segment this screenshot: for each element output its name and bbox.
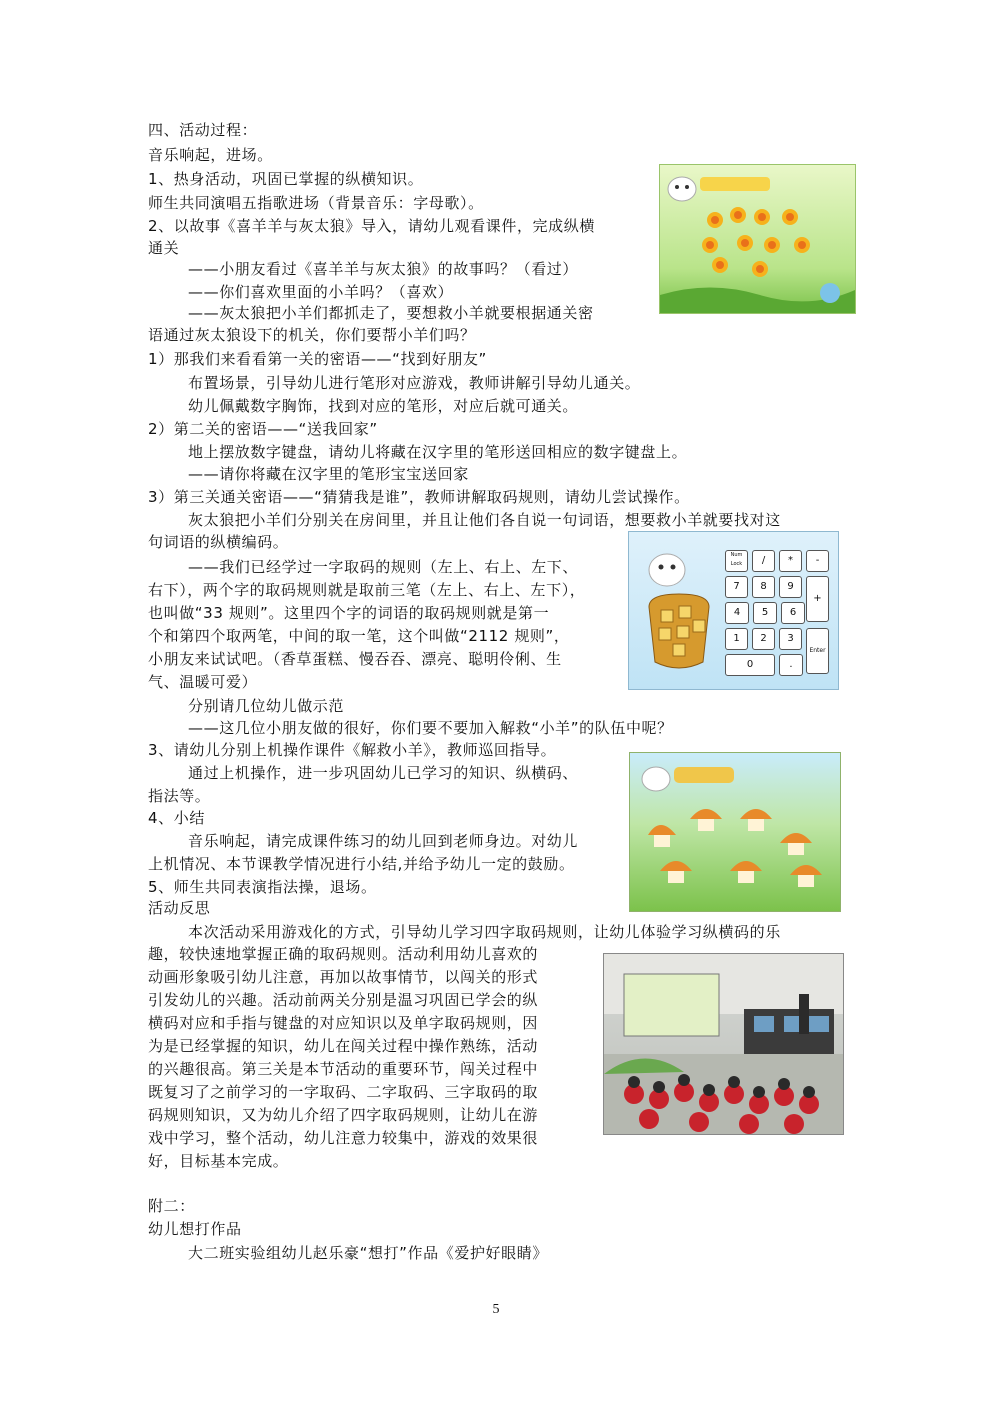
classroom-scene bbox=[604, 954, 843, 1134]
key-6: 6 bbox=[781, 602, 805, 624]
text-line: 布置场景，引导幼儿进行笔形对应游戏，教师讲解引导幼儿通关。 bbox=[188, 374, 641, 392]
key-1: 1 bbox=[725, 628, 748, 650]
text-line: 小朋友来试试吧。（香草蛋糕、慢吞吞、漂亮、聪明伶俐、生 bbox=[148, 650, 562, 668]
text-line: 趣，较快速地掌握正确的取码规则。活动利用幼儿喜欢的 bbox=[148, 945, 539, 963]
text-line: ——请你将藏在汉字里的笔形宝宝送回家 bbox=[188, 465, 469, 483]
mushroom-houses-illustration bbox=[630, 753, 840, 911]
text-line: 分别请几位幼儿做示范 bbox=[188, 697, 345, 715]
text-line: 右下），两个字的取码规则就是取前三笔（左上、右上、左下）， bbox=[148, 581, 586, 599]
text-line: 音乐响起，进场。 bbox=[148, 146, 273, 164]
text-line: 1）那我们来看看第一关的密语——“找到好朋友” bbox=[148, 350, 487, 368]
text-line: 3）第三关通关密语——“猜猜我是谁”，教师讲解取码规则，请幼儿尝试操作。 bbox=[148, 488, 690, 506]
text-line: 师生共同演唱五指歌进场（背景音乐：字母歌）。 bbox=[148, 194, 484, 212]
text-line: 通关 bbox=[148, 239, 180, 257]
key-4: 4 bbox=[725, 602, 749, 624]
key-7: 7 bbox=[725, 576, 748, 598]
text-line: ——小朋友看过《喜羊羊与灰太狼》的故事吗？（看过） bbox=[188, 260, 579, 278]
key-plus: + bbox=[806, 576, 829, 622]
section-heading-reflection: 活动反思 bbox=[148, 899, 211, 917]
text-line: 动画形象吸引幼儿注意，再加以故事情节，以闯关的形式 bbox=[148, 968, 539, 986]
key-dot: . bbox=[779, 654, 803, 676]
text-line: 既复习了之前学习的一字取码、二字取码、三字取码的取 bbox=[148, 1083, 539, 1101]
text-line: 幼儿想打作品 bbox=[148, 1220, 242, 1238]
text-line: ——我们已经学过一字取码的规则（左上、右上、左下、 bbox=[188, 558, 579, 576]
key-enter: Enter bbox=[806, 628, 829, 674]
mushroom-houses-image bbox=[629, 752, 841, 912]
text-line: ——灰太狼把小羊们都抓走了，要想救小羊就要根据通关密 bbox=[188, 304, 594, 322]
text-line: 2、以故事《喜羊羊与灰太狼》导入，请幼儿观看课件，完成纵横 bbox=[148, 217, 595, 235]
text-line: 幼儿佩戴数字胸饰，找到对应的笔形，对应后就可通关。 bbox=[188, 397, 579, 415]
numeric-keypad-image bbox=[628, 531, 839, 690]
text-line: 句词语的纵横编码。 bbox=[148, 533, 289, 551]
key-3: 3 bbox=[779, 628, 802, 650]
text-line: 气、温暖可爱） bbox=[148, 673, 258, 691]
text-line: 语通过灰太狼设下的机关，你们要帮小羊们吗？ bbox=[148, 326, 476, 344]
text-line: ——你们喜欢里面的小羊吗？（喜欢） bbox=[188, 283, 454, 301]
text-line: 3、请幼儿分别上机操作课件《解救小羊》，教师巡回指导。 bbox=[148, 741, 557, 759]
section-heading-appendix: 附二： bbox=[148, 1197, 195, 1215]
key-8: 8 bbox=[752, 576, 775, 598]
text-line: 指法等。 bbox=[148, 787, 211, 805]
section-heading-activity-process: 四、活动过程： bbox=[148, 121, 258, 139]
text-line: ——这几位小朋友做的很好，你们要不要加入解救“小羊”的队伍中呢？ bbox=[188, 719, 673, 737]
text-line: 2）第二关的密语——“送我回家” bbox=[148, 420, 378, 438]
text-line: 横码对应和手指与键盘的对应知识以及单字取码规则，因 bbox=[148, 1014, 539, 1032]
text-line: 1、热身活动，巩固已掌握的纵横知识。 bbox=[148, 170, 424, 188]
key-5: 5 bbox=[753, 602, 777, 624]
game-screen-flowers-image bbox=[659, 164, 856, 314]
key-0: 0 bbox=[725, 654, 775, 676]
text-line: 好，目标基本完成。 bbox=[148, 1152, 289, 1170]
text-line: 音乐响起，请完成课件练习的幼儿回到老师身边。对幼儿 bbox=[188, 832, 579, 850]
text-line: 的兴趣很高。第三关是本节活动的重要环节，闯关过程中 bbox=[148, 1060, 539, 1078]
key-num-lock: Num Lock bbox=[725, 550, 748, 572]
page-number: 5 bbox=[492, 1302, 500, 1317]
key-minus: - bbox=[806, 550, 829, 572]
text-line: 也叫做“33 规则”。这里四个字的词语的取码规则就是第一 bbox=[148, 604, 550, 622]
flowers-illustration bbox=[660, 165, 855, 313]
text-line: 戏中学习，整个活动，幼儿注意力较集中，游戏的效果很 bbox=[148, 1129, 539, 1147]
text-line: 4、小结 bbox=[148, 809, 205, 827]
text-line: 通过上机操作，进一步巩固幼儿已学习的知识、纵横码、 bbox=[188, 764, 579, 782]
classroom-photo bbox=[603, 953, 844, 1135]
keypad bbox=[725, 550, 829, 676]
text-line: 个和第四个取两笔，中间的取一笔，这个叫做“2112 规则”， bbox=[148, 627, 570, 645]
text-line: 地上摆放数字键盘，请幼儿将藏在汉字里的笔形送回相应的数字键盘上。 bbox=[188, 443, 688, 461]
text-line: 引发幼儿的兴趣。活动前两关分别是温习巩固已学会的纵 bbox=[148, 991, 539, 1009]
text-line: 大二班实验组幼儿赵乐豪“想打”作品《爱护好眼睛》 bbox=[188, 1244, 548, 1262]
text-line: 本次活动采用游戏化的方式，引导幼儿学习四字取码规则，让幼儿体验学习纵横码的乐 bbox=[188, 923, 781, 941]
text-line: 为是已经掌握的知识，幼儿在闯关过程中操作熟练，活动 bbox=[148, 1037, 539, 1055]
key-asterisk: * bbox=[779, 550, 802, 572]
key-9: 9 bbox=[779, 576, 802, 598]
key-slash: / bbox=[752, 550, 775, 572]
text-line: 码规则知识，又为幼儿介绍了四字取码规则，让幼儿在游 bbox=[148, 1106, 539, 1124]
key-2: 2 bbox=[752, 628, 775, 650]
text-line: 灰太狼把小羊们分别关在房间里，并且让他们各自说一句词语，想要救小羊就要找对这 bbox=[188, 511, 781, 529]
text-line: 5、师生共同表演指法操，退场。 bbox=[148, 878, 377, 896]
text-line: 上机情况、本节课教学情况进行小结,并给予幼儿一定的鼓励。 bbox=[148, 855, 575, 873]
